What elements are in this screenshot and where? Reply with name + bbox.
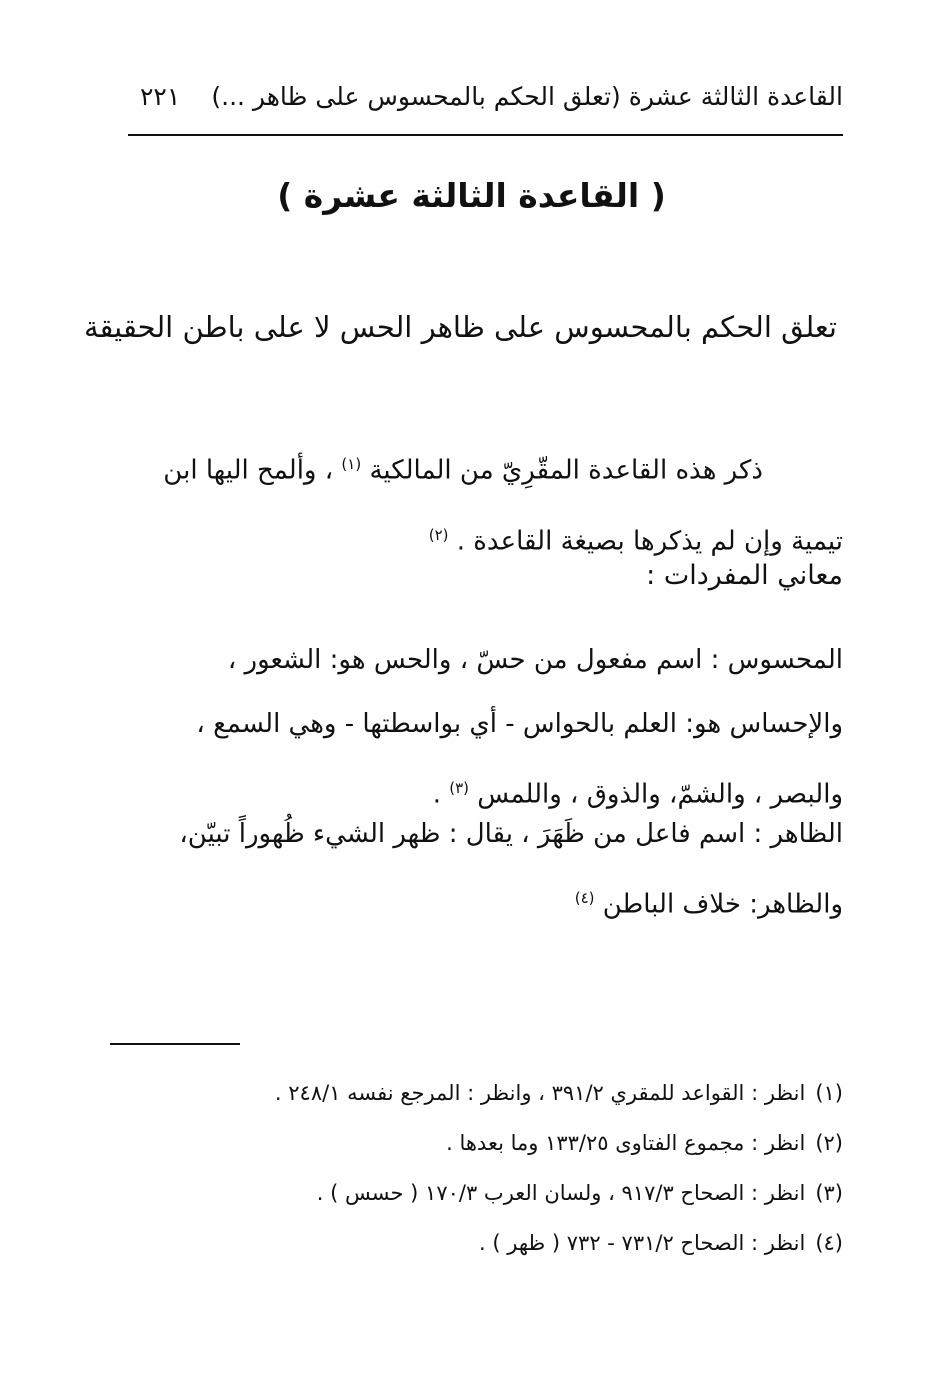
paragraph-text: والظاهر: خلاف الباطن: [602, 889, 843, 920]
running-title: القاعدة الثالثة عشرة (تعلق الحكم بالمحسوس على ظاهر ...): [211, 82, 843, 111]
rule-subtitle: تعلق الحكم بالمحسوس على ظاهر الحس لا على باطن الحقيقة: [83, 310, 837, 344]
footnote-ref-4[interactable]: (٤): [574, 889, 595, 907]
chapter-heading: ( القاعدة الثالثة عشرة ): [277, 176, 666, 215]
definition-mahsus: [120, 628, 843, 827]
paragraph-text: تيمية وإن لم يذكرها بصيغة القاعدة .: [456, 526, 843, 557]
paragraph-text: ذكر هذه القاعدة المقّرِيّ من المالكية: [369, 455, 763, 486]
paragraph-line: [120, 866, 843, 937]
footnote-1: [120, 1068, 843, 1118]
footnote-ref-1[interactable]: (١): [341, 455, 362, 473]
footnote-ref-2[interactable]: (٢): [428, 525, 449, 544]
page-number: ٢٢١: [140, 82, 181, 111]
definition-zahir: [120, 802, 843, 937]
footnote-text: انظر : القواعد للمقري ٣٩١/٢ ، وانظر : المرجع نفسه ٢٤٨/١ .: [274, 1081, 806, 1105]
footnote-3: [120, 1168, 843, 1218]
footnote-number: (١): [815, 1081, 843, 1105]
paragraph-line: المحسوس : اسم مفعول من حسّ ، والحس هو: الشعور ،: [227, 645, 843, 675]
paragraph-line: [120, 432, 843, 503]
footnotes: [120, 1068, 843, 1268]
intro-paragraph: [120, 432, 843, 573]
paragraph-text: ، وألمح اليها ابن: [163, 455, 334, 486]
footnote-text: انظر : الصحاح ٧٣١/٢ - ٧٣٢ ( ظهر ) .: [479, 1231, 806, 1255]
footnote-number: (٢): [815, 1131, 843, 1155]
paragraph-line: والإحساس هو: العلم بالحواس - أي بواسطتها - وهي السمع ،: [196, 709, 843, 739]
footnote-divider: [110, 1043, 240, 1045]
paragraph-line: الظاهر : اسم فاعل من ظَهَرَ ، يقال : ظهر الشيء ظُهوراً تبيّن،: [179, 819, 843, 849]
footnote-number: (٣): [815, 1181, 843, 1205]
paragraph-text: .: [432, 779, 441, 810]
footnote-text: انظر : الصحاح ٩١٧/٣ ، ولسان العرب ١٧٠/٣ ( حسس ) .: [316, 1181, 806, 1205]
running-header: [128, 82, 843, 132]
paragraph-text: والبصر ، والشمّ، والذوق ، واللمس: [477, 779, 843, 810]
vocab-heading: معاني المفردات :: [646, 560, 843, 591]
footnote-2: [120, 1118, 843, 1168]
footnote-number: (٤): [815, 1231, 843, 1255]
header-divider: [128, 134, 843, 136]
footnote-text: انظر : مجموع الفتاوى ١٣٣/٢٥ وما بعدها .: [446, 1131, 806, 1155]
footnote-4: [120, 1218, 843, 1268]
footnote-ref-3[interactable]: (٣): [449, 779, 470, 797]
